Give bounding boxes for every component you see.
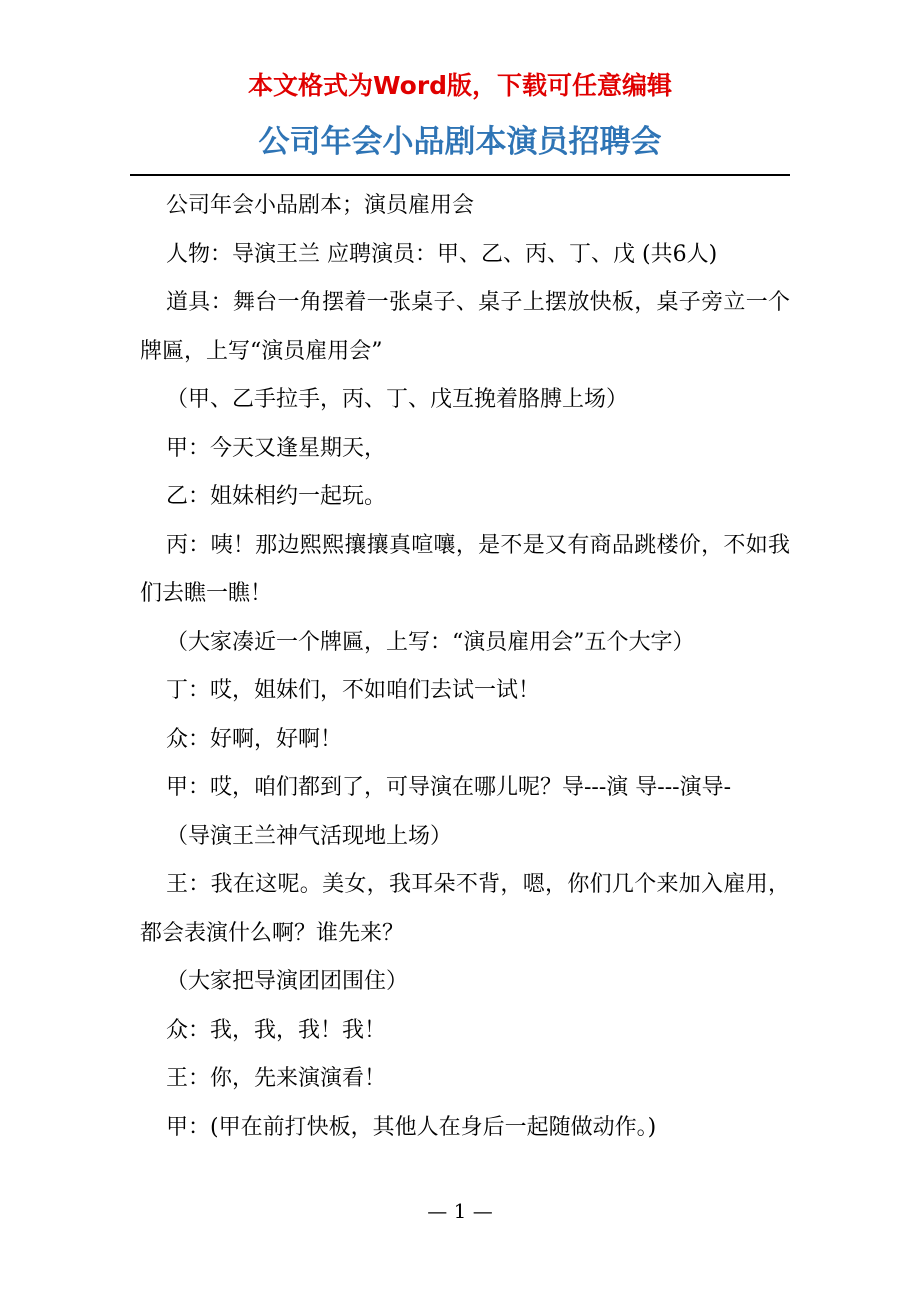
document-title: 公司年会小品剧本演员招聘会 — [258, 124, 662, 160]
dialogue-line: 甲：(甲在前打快板，其他人在身后一起随做动作。) — [166, 1114, 657, 1140]
dialogue-line: 王：我在这呢。美女，我耳朵不背，嗯，你们几个来加入雇用，都会表演什么啊？谁先来？ — [140, 872, 790, 946]
stage-direction: （甲、乙手拉手，丙、丁、戊互挽着胳膊上场） — [166, 387, 629, 412]
dialogue-line: 丁：哎，姐妹们，不如咱们去试一试！ — [166, 678, 541, 703]
stage-direction: （导演王兰神气活现地上场） — [166, 823, 453, 849]
dialogue-line: 甲：哎，咱们都到了，可导演在哪儿呢？导---演 导---演导- — [166, 775, 732, 800]
script-body — [140, 182, 790, 1152]
title-divider — [130, 174, 790, 176]
paragraph: 公司年会小品剧本；演员雇用会 — [166, 193, 475, 218]
dialogue-line: 丙：咦！那边熙熙攘攘真喧嚷，是不是又有商品跳楼价，不如我们去瞧一瞧！ — [140, 532, 790, 606]
dialogue-line: 王：你，先来演演看！ — [166, 1066, 387, 1091]
dialogue-line: 乙：姐妹相约一起玩。 — [166, 484, 387, 509]
page-number: — 1 — — [427, 1199, 493, 1223]
dialogue-line: 众：我，我，我！我！ — [166, 1017, 387, 1043]
stage-direction: （大家把导演团团围住） — [166, 969, 409, 994]
paragraph: 道具：舞台一角摆着一张桌子、桌子上摆放快板，桌子旁立一个牌匾，上写“演员雇用会” — [140, 290, 790, 364]
format-notice: 本文格式为Word版，下载可任意编辑 — [247, 71, 673, 100]
paragraph: 人物：导演王兰 应聘演员：甲、乙、丙、丁、戊 (共6人) — [166, 241, 718, 267]
dialogue-line: 甲：今天又逢星期天， — [166, 435, 387, 461]
dialogue-line: 众：好啊，好啊！ — [166, 726, 343, 752]
stage-direction: （大家凑近一个牌匾，上写：“演员雇用会”五个大字） — [166, 629, 695, 655]
